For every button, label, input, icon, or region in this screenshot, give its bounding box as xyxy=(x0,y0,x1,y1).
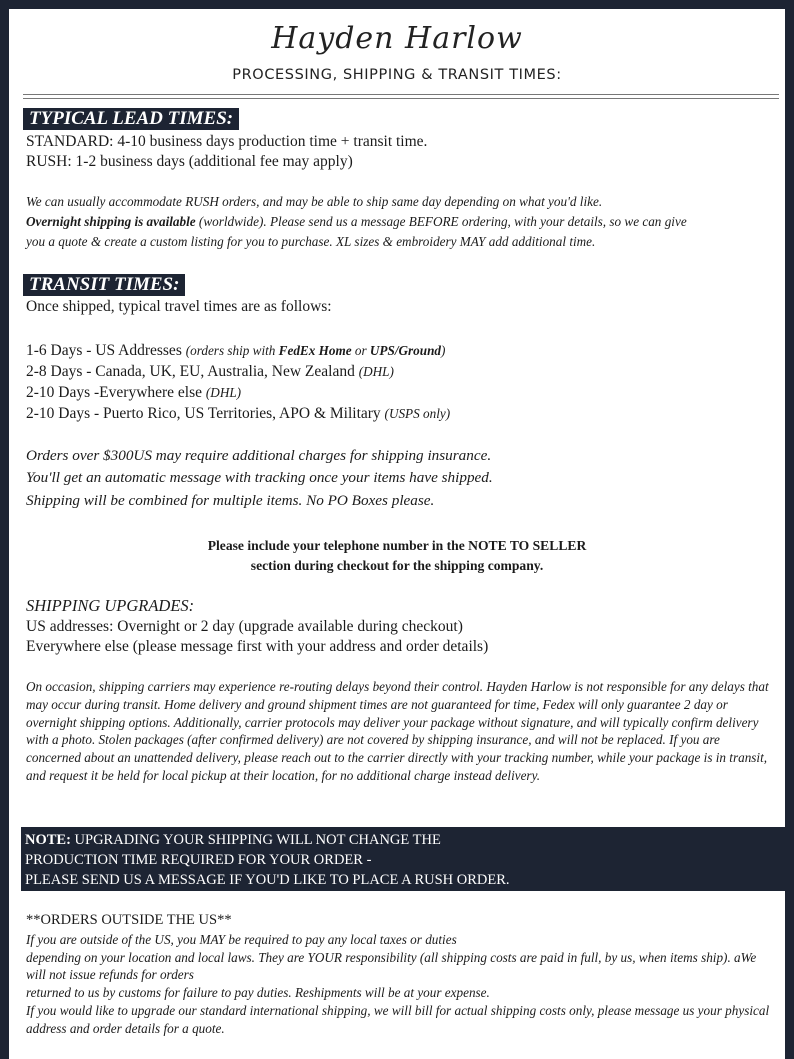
international-policy xyxy=(26,931,774,1037)
transit-us-label: 1-6 Days - US Addresses xyxy=(26,342,186,359)
carrier-or: or xyxy=(351,343,370,358)
transit-international xyxy=(26,362,394,382)
overnight-note-line xyxy=(26,212,687,232)
rush-note-line: We can usually accommodate RUSH orders, and may be able to ship same day depending on what you'd like. xyxy=(26,194,603,209)
upgrades-everywhere-else: Everywhere else (please message first with your address and order details) xyxy=(26,638,489,655)
upgrade-notice xyxy=(21,827,785,891)
insurance-info: Orders over $300US may require additional charges for shipping insurance. xyxy=(26,447,492,464)
overnight-note-rest: (worldwide). Please send us a message BEFORE ordering, with your details, so we can give xyxy=(195,214,687,229)
brand-logo: Hayden Harlow xyxy=(271,21,523,56)
divider xyxy=(23,98,779,99)
transit-us xyxy=(26,341,445,361)
phone-note-line1: Please include your telephone number in the NOTE TO SELLER xyxy=(207,538,587,553)
upgrades-heading: SHIPPING UPGRADES: xyxy=(26,596,195,615)
carrier-fedex: FedEx Home xyxy=(278,343,352,358)
transit-international-carrier: (DHL) xyxy=(358,364,394,379)
transit-times-heading: TRANSIT TIMES: xyxy=(23,274,185,296)
custom-listing-note-line: you a quote & create a custom listing for you to purchase. XL sizes & embroidery MAY add additional time. xyxy=(26,234,596,249)
transit-territories-carrier: (USPS only) xyxy=(384,406,451,421)
international-p2: depending on your location and local laws. They are YOUR responsibility (all shipping costs are paid in full, by us, when items ship). aWe will not issue refunds for orders xyxy=(26,949,757,983)
standard-lead-time: STANDARD: 4-10 business days production time + transit time. xyxy=(26,133,428,150)
tracking-info: You'll get an automatic message with tracking once your items have shipped. xyxy=(26,469,493,486)
overnight-available: Overnight shipping is available xyxy=(26,214,196,229)
transit-everywhere-else xyxy=(26,383,241,403)
transit-intro: Once shipped, typical travel times are as follows: xyxy=(26,298,332,315)
transit-international-label: 2-8 Days - Canada, UK, EU, Australia, New Zealand xyxy=(26,363,359,380)
transit-territories-label: 2-10 Days - Puerto Rico, US Territories, APO & Military xyxy=(26,405,385,422)
notice-line1-text: UPGRADING YOUR SHIPPING WILL NOT CHANGE THE xyxy=(70,832,441,848)
combined-shipping-info: Shipping will be combined for multiple items. No PO Boxes please. xyxy=(26,492,435,509)
transit-us-carrier-close: ) xyxy=(441,343,446,358)
transit-us-carrier-open: (orders ship with xyxy=(185,343,279,358)
notice-line2: PRODUCTION TIME REQUIRED FOR YOUR ORDER - xyxy=(25,852,372,868)
delivery-disclaimer: On occasion, shipping carriers may experience re-routing delays beyond their control. Hayden Harlow is not responsible for any delays that may occur during transit. Home delivery and ground shipment times are not guaranteed for time, Fedex will only guarantee 2 day or overnight shipping options. Additionally, carrier protocols may deliver your package without signature, and will typically confirm delivery with a photo. Stolen packages (after confirmed delivery) are not covered by shipping insurance, and will not be replaced. If you are concerned about an unattended delivery, please reach out to the carrier directly with your tracking number, while your package is in transit, and request it be held for local pickup at their location, for no additional charge instead delivery. xyxy=(26,679,769,783)
notice-line3: PLEASE SEND US A MESSAGE IF YOU'D LIKE TO PLACE A RUSH ORDER. xyxy=(25,872,510,888)
phone-note-line2: section during checkout for the shipping company. xyxy=(250,558,544,573)
transit-else-label: 2-10 Days -Everywhere else xyxy=(26,384,206,401)
notice-line1 xyxy=(25,830,441,850)
upgrades-us: US addresses: Overnight or 2 day (upgrade available during checkout) xyxy=(26,618,463,635)
notice-label: NOTE: xyxy=(25,832,71,848)
carrier-ups: UPS/Ground xyxy=(369,343,441,358)
international-p3: returned to us by customs for failure to pay duties. Reshipments will be at your expense. xyxy=(26,985,490,1001)
divider xyxy=(23,94,779,95)
rush-lead-time: RUSH: 1-2 business days (additional fee may apply) xyxy=(26,153,353,170)
page-title: PROCESSING, SHIPPING & TRANSIT TIMES: xyxy=(232,67,562,83)
shipping-policy-page xyxy=(9,9,785,1059)
lead-times-heading: TYPICAL LEAD TIMES: xyxy=(23,108,239,130)
international-p4: If you would like to upgrade our standard international shipping, we will bill for actual shipping costs only, please message us your physical address and order details for a quote. xyxy=(26,1002,770,1036)
transit-else-carrier: (DHL) xyxy=(205,385,242,400)
international-heading: **ORDERS OUTSIDE THE US** xyxy=(26,912,232,928)
international-p1: If you are outside of the US, you MAY be required to pay any local taxes or duties xyxy=(26,932,457,947)
transit-territories xyxy=(26,404,450,424)
